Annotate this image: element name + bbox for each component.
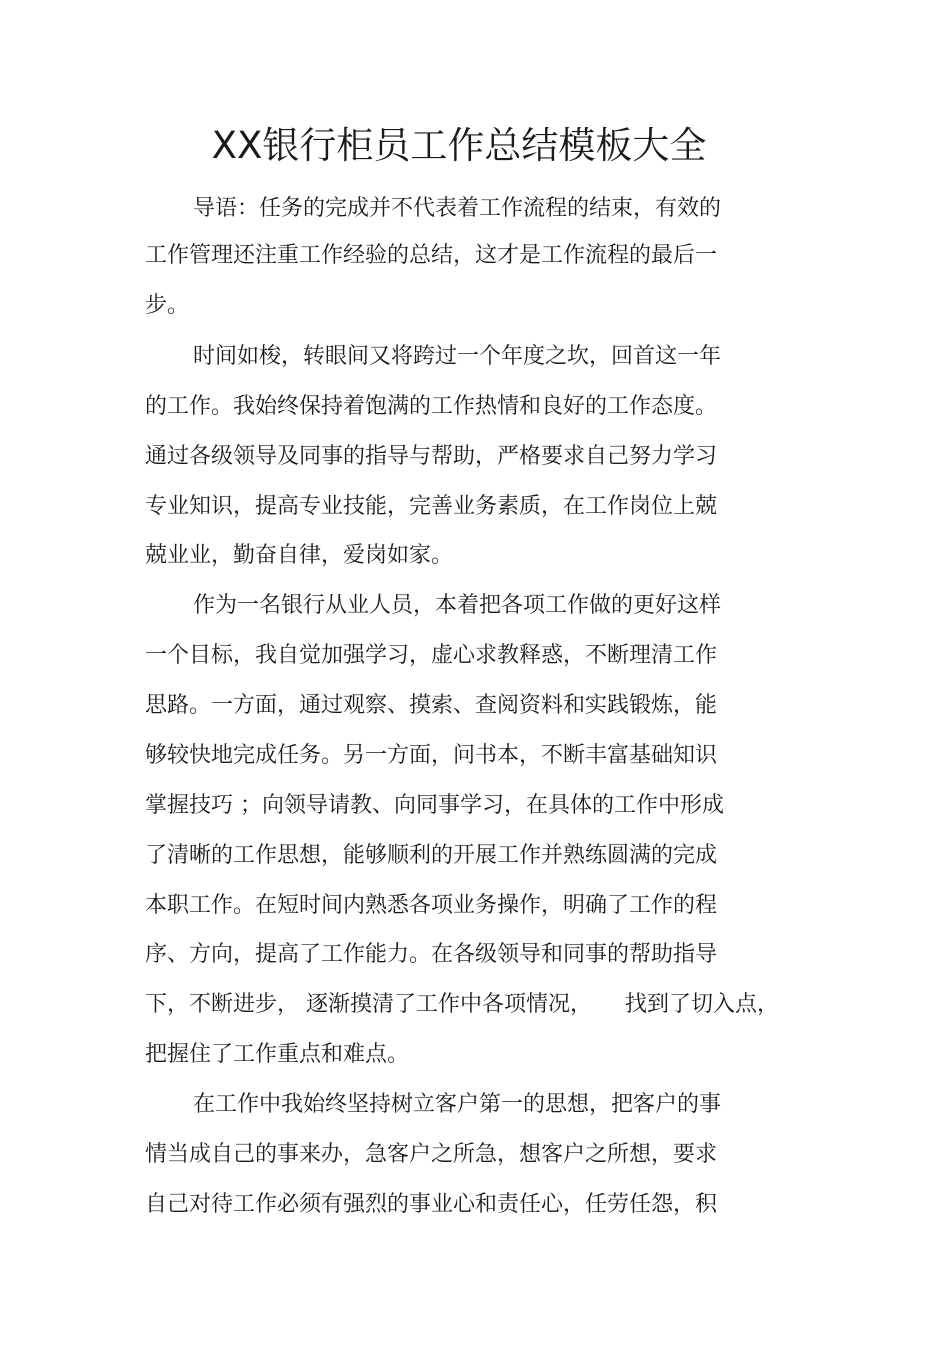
text-line-19: 在工作中我始终坚持树立客户第一的思想，把客户的事 bbox=[193, 1092, 722, 1117]
text-line-2: 工作管理还注重工作经验的总结，这才是工作流程的最后一 bbox=[145, 243, 718, 268]
text-line-7: 专业知识，提高专业技能，完善业务素质，在工作岗位上兢 bbox=[145, 494, 718, 519]
text-line-12: 够较快地完成任务。另一方面，问书本，不断丰富基础知识 bbox=[145, 743, 718, 768]
text-line-1: 导语：任务的完成并不代表着工作流程的结束，有效的 bbox=[193, 196, 722, 221]
text-line-20: 情当成自己的事来办，急客户之所急，想客户之所想，要求 bbox=[145, 1142, 718, 1167]
text-line-8: 兢业业，勤奋自律，爱岗如家。 bbox=[145, 543, 454, 568]
document-title: XX银行柜员工作总结模板大全 bbox=[211, 124, 707, 167]
text-line-6: 通过各级领导及同事的指导与帮助，严格要求自己努力学习 bbox=[145, 444, 718, 469]
text-line-15: 本职工作。在短时间内熟悉各项业务操作，明确了工作的程 bbox=[145, 893, 718, 918]
text-line-10: 一个目标，我自觉加强学习，虚心求教释惑，不断理清工作 bbox=[145, 643, 718, 668]
text-line-18: 把握住了工作重点和难点。 bbox=[145, 1042, 410, 1067]
text-line-21: 自己对待工作必须有强烈的事业心和责任心，任劳任怨，积 bbox=[145, 1192, 718, 1217]
text-line-5: 的工作。我始终保持着饱满的工作热情和良好的工作态度。 bbox=[145, 394, 718, 419]
text-line-9: 作为一名银行从业人员，本着把各项工作做的更好这样 bbox=[193, 593, 722, 618]
text-line-11: 思路。一方面，通过观察、摸索、查阅资料和实践锻炼，能 bbox=[145, 693, 718, 718]
text-line-3: 步。 bbox=[145, 293, 190, 318]
text-line-4: 时间如梭，转眼间又将跨过一个年度之坎，回首这一年 bbox=[193, 344, 722, 369]
text-line-13: 掌握技巧 ；向领导请教、向同事学习，在具体的工作中形成 bbox=[145, 793, 724, 818]
text-line-17: 下，不断进步， 逐渐摸清了工作中各项情况， 找到了切入点， bbox=[145, 992, 779, 1017]
text-line-14: 了清晰的工作思想，能够顺利的开展工作并熟练圆满的完成 bbox=[145, 843, 718, 868]
text-line-16: 序、方向，提高了工作能力。在各级领导和同事的帮助指导 bbox=[145, 942, 718, 967]
